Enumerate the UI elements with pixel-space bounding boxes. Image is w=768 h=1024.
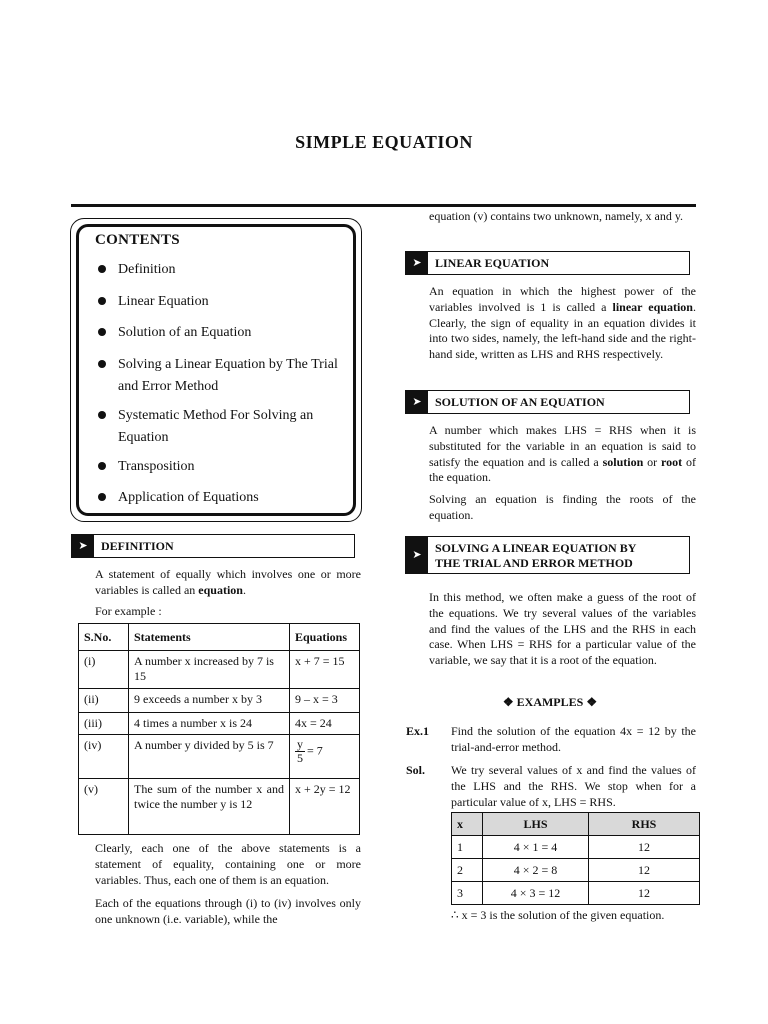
solution-heading-box <box>405 390 690 414</box>
solution-paragraph <box>429 423 696 486</box>
solution-term: solution <box>602 454 644 469</box>
table-cell: A number x increased by 7 is 15 <box>129 651 290 689</box>
definition-text: A statement of equally which involves one or more variables is called an <box>95 567 361 597</box>
definition-term: equation <box>198 582 243 597</box>
trial-paragraph: In this method, we often make a guess of the root of the equations. We try several values of the variables and find the values of the LHS and the RHS in each case. When LHS = RHS for a particular value of the variable, we say that it is a root of the equation. <box>429 590 696 668</box>
definition-table <box>78 623 360 835</box>
linear-paragraph <box>429 284 696 363</box>
linear-text-end: . Clearly, the sign of equality in an equation divides it into two sides, namely, the left-hand side and the right-hand side, written as LHS and RHS respectively. <box>429 299 696 362</box>
table-header: S.No. <box>79 624 129 651</box>
contents-item-definition <box>118 259 343 281</box>
table-header: LHS <box>483 813 589 836</box>
definition-paragraph <box>95 567 361 599</box>
arrow-icon: ➤ <box>406 391 428 413</box>
bullet-icon <box>98 411 106 419</box>
solution-text: We try several values of x and find the values of the LHS and the RHS. We stop when for a particular value of x, LHS = RHS. <box>451 763 696 809</box>
table-header-row <box>452 813 700 836</box>
table-cell: 4 × 1 = 4 <box>483 836 589 859</box>
table-cell: 12 <box>589 882 700 905</box>
table-cell: (i) <box>79 651 129 689</box>
table-cell: 9 – x = 3 <box>290 689 360 713</box>
after-table-paragraph: Clearly, each one of the above statements is a statement of equality, containing one or more variables. Thus, each one of them is an equation. <box>95 841 361 887</box>
definition-heading: DEFINITION <box>101 539 174 553</box>
contents-item-label: Solving a Linear Equation by The Trial and Error Method <box>118 357 338 394</box>
trial-heading-line1: SOLVING A LINEAR EQUATION BY <box>435 541 637 555</box>
fraction-equals: = 7 <box>307 743 323 758</box>
table-row <box>79 735 360 779</box>
solution-text-end: of the equation. <box>429 454 696 485</box>
table-row <box>452 836 700 859</box>
definition-heading-box <box>71 534 355 558</box>
example-text: Find the solution of the equation 4x = 12 by the trial-and-error method. <box>451 724 696 754</box>
table-row <box>79 713 360 735</box>
contents-item-label: Linear Equation <box>118 294 209 309</box>
table-cell: 4 × 3 = 12 <box>483 882 589 905</box>
table-cell: 1 <box>452 836 483 859</box>
linear-term: linear equation <box>612 299 693 314</box>
table-cell: 12 <box>589 836 700 859</box>
table-cell: The sum of the number x and twice the number y is 12 <box>129 779 290 835</box>
solution-label: Sol. <box>406 763 426 777</box>
table-header: Equations <box>290 624 360 651</box>
table-row <box>79 689 360 713</box>
table-cell: x + 7 = 15 <box>290 651 360 689</box>
fraction-denominator: 5 <box>297 751 303 765</box>
fraction-numerator: y <box>297 737 303 751</box>
contents-item-label: Solution of an Equation <box>118 325 252 340</box>
continued-paragraph: equation (v) contains two unknown, namely, x and y. <box>429 209 684 223</box>
contents-heading: CONTENTS <box>95 232 180 248</box>
table-cell: x + 2y = 12 <box>290 779 360 835</box>
bullet-icon <box>98 297 106 305</box>
each-of-paragraph: Each of the equations through (i) to (iv) involves only one unknown (i.e. variable), while the <box>95 896 361 926</box>
table-cell: (iii) <box>79 713 129 735</box>
page-title: SIMPLE EQUATION <box>295 132 473 152</box>
fraction <box>295 738 305 765</box>
bullet-icon <box>98 493 106 501</box>
table-header-row <box>79 624 360 651</box>
table-header: x <box>452 813 483 836</box>
table-row <box>79 651 360 689</box>
arrow-icon: ➤ <box>406 252 428 274</box>
table-cell: 9 exceeds a number x by 3 <box>129 689 290 713</box>
contents-item-label: Transposition <box>118 459 195 474</box>
contents-item-label: Systematic Method For Solving an Equation <box>118 408 314 445</box>
table-cell-fraction <box>290 735 360 779</box>
linear-text: An equation in which the highest power of the variables involved is 1 is called a <box>429 284 696 314</box>
arrow-icon: ➤ <box>72 535 94 557</box>
trial-heading-box <box>405 536 690 574</box>
title-rule <box>71 204 696 207</box>
trial-table <box>451 812 700 905</box>
solving-roots-paragraph: Solving an equation is finding the roots of the equation. <box>429 492 696 522</box>
trial-heading <box>435 541 636 571</box>
table-cell: 2 <box>452 859 483 882</box>
table-row <box>452 859 700 882</box>
root-term: root <box>661 454 683 469</box>
contents-item-application <box>118 487 343 509</box>
bullet-icon <box>98 360 106 368</box>
arrow-icon: ➤ <box>406 537 428 573</box>
table-header: Statements <box>129 624 290 651</box>
contents-item-label: Definition <box>118 262 176 277</box>
for-example-label: For example : <box>95 604 162 618</box>
solution-text-or: or <box>643 454 662 469</box>
linear-heading-box <box>405 251 690 275</box>
linear-heading: LINEAR EQUATION <box>435 256 550 270</box>
contents-item-solution <box>118 322 343 344</box>
bullet-icon <box>98 462 106 470</box>
bullet-icon <box>98 328 106 336</box>
table-cell: (ii) <box>79 689 129 713</box>
conclusion-text: ∴ x = 3 is the solution of the given equation. <box>451 908 665 922</box>
table-cell: 4 times a number x is 24 <box>129 713 290 735</box>
table-cell: A number y divided by 5 is 7 <box>129 735 290 779</box>
solution-text: A number which makes LHS = RHS when it is substituted for the variable in an equation is said to satisfy the equation and is called a <box>429 423 696 469</box>
table-cell: 4x = 24 <box>290 713 360 735</box>
table-row <box>452 882 700 905</box>
table-cell: (v) <box>79 779 129 835</box>
contents-item-trial-error <box>118 354 343 398</box>
definition-text-end: . <box>242 582 246 597</box>
table-row <box>79 779 360 835</box>
table-cell: 4 × 2 = 8 <box>483 859 589 882</box>
table-cell: 3 <box>452 882 483 905</box>
solution-heading: SOLUTION OF AN EQUATION <box>435 395 605 409</box>
example-label: Ex.1 <box>406 724 430 738</box>
table-cell: 12 <box>589 859 700 882</box>
contents-item-systematic <box>118 405 343 449</box>
table-cell: (iv) <box>79 735 129 779</box>
contents-item-linear-equation <box>118 291 343 313</box>
bullet-icon <box>98 265 106 273</box>
table-header: RHS <box>589 813 700 836</box>
contents-item-label: Application of Equations <box>118 490 259 505</box>
contents-item-transposition <box>118 456 343 478</box>
trial-heading-line2: THE TRIAL AND ERROR METHOD <box>435 556 633 570</box>
examples-heading: ❖ EXAMPLES ❖ <box>502 695 598 709</box>
